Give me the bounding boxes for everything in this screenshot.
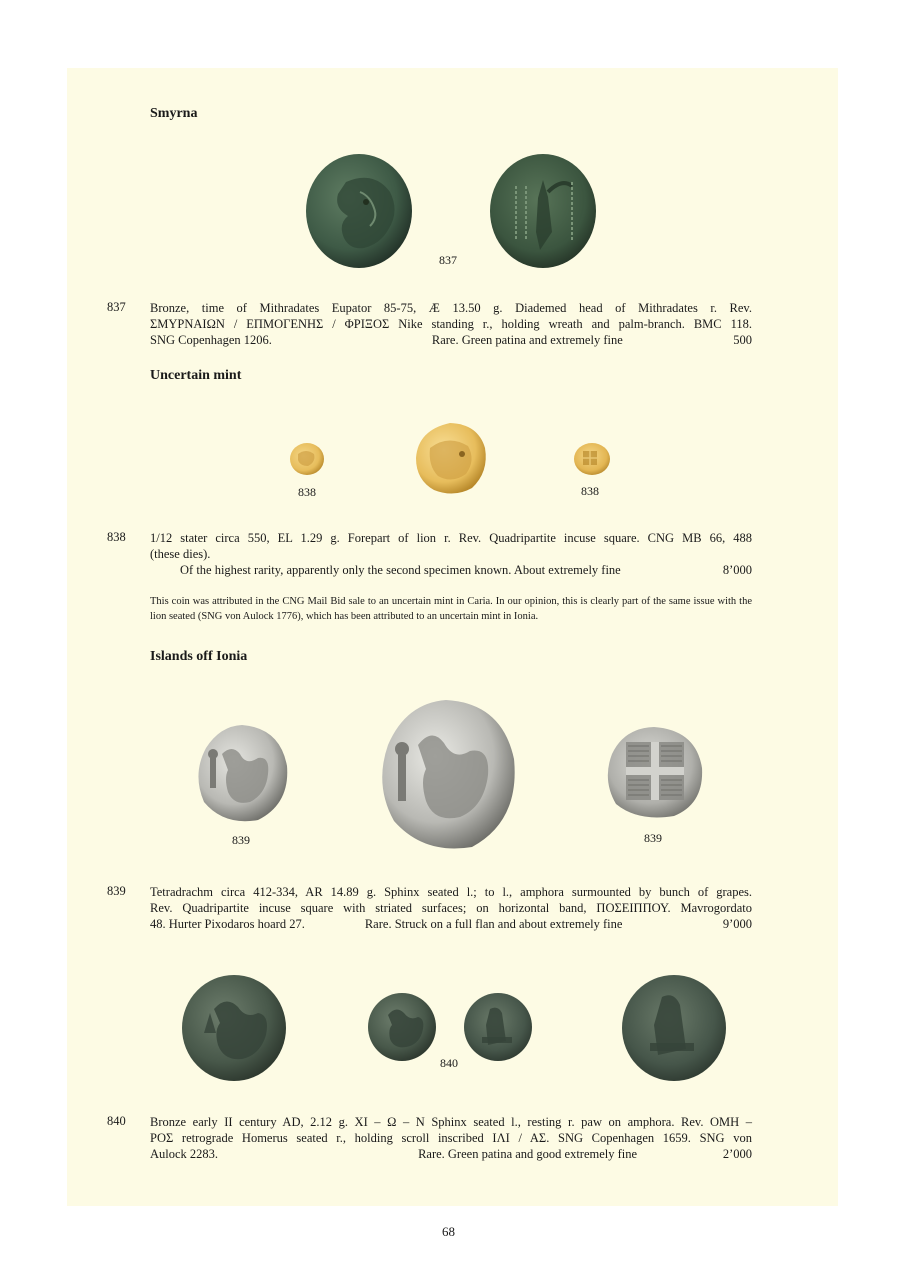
coin-839-obverse-enlarged-image bbox=[376, 697, 518, 853]
coin-838-reverse-image bbox=[572, 440, 612, 478]
lot-condition: Rare. Green patina and good extremely fine bbox=[418, 1147, 638, 1161]
lot-price: 8’000 bbox=[722, 563, 752, 577]
lot-description-line: Bronze, time of Mithradates Eupator 85-75, Æ 13.50 g. Diademed head of Mithradates r. Rev. bbox=[150, 301, 752, 315]
lot-description bbox=[150, 300, 752, 348]
coin-840-reverse-image bbox=[462, 991, 534, 1063]
lot-description bbox=[150, 530, 752, 578]
lot-number: 837 bbox=[107, 300, 126, 314]
coin-image-label: 838 bbox=[581, 484, 599, 498]
lot-description-line bbox=[150, 332, 752, 348]
lot-reference: Aulock 2283. bbox=[150, 1147, 219, 1161]
lot-number: 840 bbox=[107, 1114, 126, 1128]
section-heading-uncertain-mint: Uncertain mint bbox=[150, 368, 242, 383]
section-heading-smyrna: Smyrna bbox=[150, 106, 198, 121]
lot-number: 839 bbox=[107, 884, 126, 898]
coin-840-obverse-image bbox=[366, 991, 438, 1063]
coin-image-label: 837 bbox=[439, 253, 457, 267]
lot-description-line: Bronze early II century AD, 2.12 g. ΧΙ – Ω – Ν Sphinx seated l., resting r. paw on amphora. Rev. ΟΜΗ – bbox=[150, 1115, 752, 1129]
lot-description-line bbox=[150, 562, 752, 578]
lot-reference: SNG Copenhagen 1206. bbox=[150, 333, 272, 347]
lot-description-line bbox=[150, 916, 752, 932]
lot-reference: 48. Hurter Pixodaros hoard 27. bbox=[150, 917, 305, 931]
coin-838-obverse-enlarged-image bbox=[412, 420, 488, 496]
lot-description-line: Rev. Quadripartite incuse square with striated surfaces; on horizontal band, ΠΟΣΕΙΠΠΟΥ. Mavrogordato bbox=[150, 901, 752, 915]
lot-price: 9’000 bbox=[722, 917, 752, 931]
lot-price: 500 bbox=[733, 333, 752, 347]
lot-description-line bbox=[150, 1146, 752, 1162]
coin-image-label: 839 bbox=[644, 831, 662, 845]
lot-description bbox=[150, 1114, 752, 1162]
coin-837-obverse-image bbox=[304, 152, 414, 270]
lot-condition: Of the highest rarity, apparently only the second specimen known. About extremely fine bbox=[180, 563, 621, 577]
lot-description-line: ΡΟΣ retrograde Homerus seated r., holding scroll inscribed ΙΛΙ / ΑΣ. SNG Copenhagen 1659. SNG von bbox=[150, 1131, 752, 1145]
lot-description-line: Tetradrachm circa 412-334, AR 14.89 g. Sphinx seated l.; to l., amphora surmounted by bunch of grapes. bbox=[150, 885, 752, 899]
lot-condition: Rare. Green patina and extremely fine bbox=[431, 333, 623, 347]
lot-condition: Rare. Struck on a full flan and about extremely fine bbox=[364, 917, 623, 931]
coin-image-label: 840 bbox=[440, 1056, 458, 1070]
coin-image-label: 839 bbox=[232, 833, 250, 847]
lot-price: 2’000 bbox=[722, 1147, 752, 1161]
coin-839-reverse-image bbox=[604, 724, 706, 820]
lot-description-line: 1/12 stater circa 550, EL 1.29 g. Forepart of lion r. Rev. Quadripartite incuse square. CNG MB 66, 488 bbox=[150, 531, 752, 545]
section-heading-islands-off-ionia: Islands off Ionia bbox=[150, 649, 248, 664]
coin-839-obverse-image bbox=[194, 722, 290, 824]
lot-description-line: ΣΜΥΡΝΑΙΩΝ / ΕΠΜΟΓΕΝΗΣ / ΦΡΙΞΟΣ Nike standing r., holding wreath and palm-branch. BMC 118. bbox=[150, 317, 752, 331]
coin-838-obverse-image bbox=[288, 440, 326, 478]
lot-description bbox=[150, 884, 752, 932]
lot-number: 838 bbox=[107, 530, 126, 544]
coin-840-obverse-enlarged-image bbox=[180, 973, 288, 1083]
coin-image-label: 838 bbox=[298, 485, 316, 499]
lot-description-line: (these dies). bbox=[150, 547, 211, 561]
page-number: 68 bbox=[442, 1224, 455, 1239]
lot-note: This coin was attributed in the CNG Mail Bid sale to an uncertain mint in Caria. In our opinion, this is clearly part of the same issue with the lion seated (SNG von Aulock 1776), which has been attributed to an uncertain mint in Ionia. bbox=[150, 596, 752, 622]
coin-840-reverse-enlarged-image bbox=[620, 973, 728, 1083]
coin-837-reverse-image bbox=[488, 152, 598, 270]
